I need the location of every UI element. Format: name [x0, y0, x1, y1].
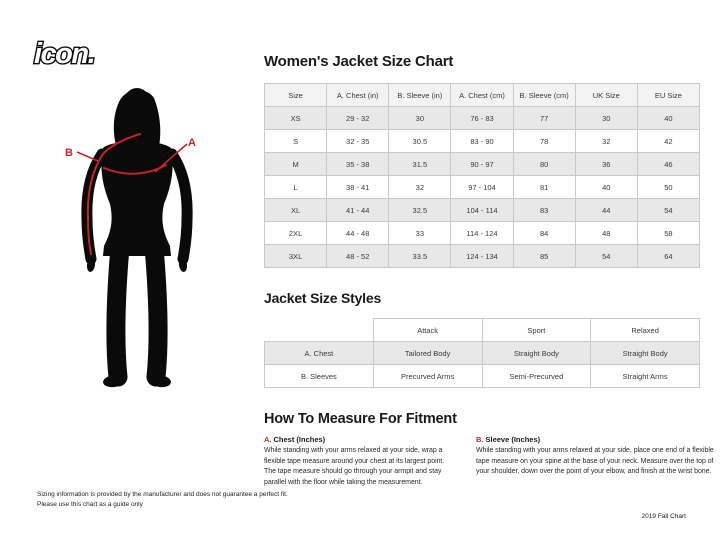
disclaimer-line-2: Please use this chart as a guide only	[37, 500, 143, 508]
table-row	[265, 107, 700, 130]
table-cell: 40	[575, 176, 637, 199]
table-cell: Precurved Arms	[373, 365, 482, 388]
label-prefix-b: B.	[476, 435, 484, 444]
table-cell: 32 - 35	[327, 130, 389, 153]
table-cell: 38 - 41	[327, 176, 389, 199]
table-cell: 33.5	[389, 245, 451, 268]
table-cell: 58	[637, 222, 699, 245]
label-text-chest: Chest (Inches)	[273, 435, 326, 444]
column-header: B. Sleeve (cm)	[513, 84, 575, 107]
table-cell: 78	[513, 130, 575, 153]
table-cell: Straight Body	[591, 342, 700, 365]
column-header: Relaxed	[591, 319, 700, 342]
table-cell: 48 - 52	[327, 245, 389, 268]
table-cell: 77	[513, 107, 575, 130]
icon-logo-graphic	[30, 36, 148, 70]
label-a-chest: A	[188, 137, 196, 149]
table-cell: 2XL	[265, 222, 327, 245]
table-cell: 64	[637, 245, 699, 268]
table-row	[265, 365, 700, 388]
column-header	[265, 319, 374, 342]
size-chart-header	[265, 84, 700, 107]
style-chart-table	[264, 318, 700, 388]
column-header: B. Sleeve (in)	[389, 84, 451, 107]
table-cell: Tailored Body	[373, 342, 482, 365]
table-cell: 104 - 114	[451, 199, 513, 222]
chest-instructions	[264, 435, 452, 488]
table-row	[265, 245, 700, 268]
table-cell: 54	[575, 245, 637, 268]
column-header: A. Chest (in)	[327, 84, 389, 107]
table-cell: 50	[637, 176, 699, 199]
label-prefix-a: A.	[264, 435, 272, 444]
size-chart-table	[264, 83, 700, 268]
table-row	[265, 222, 700, 245]
table-cell: 44 - 48	[327, 222, 389, 245]
table-cell: 44	[575, 199, 637, 222]
sleeve-instructions	[476, 435, 718, 488]
table-cell: 32	[389, 176, 451, 199]
column-header: UK Size	[575, 84, 637, 107]
table-cell: 124 - 134	[451, 245, 513, 268]
label-b-sleeve: B	[65, 147, 73, 159]
table-cell: 81	[513, 176, 575, 199]
table-cell: 48	[575, 222, 637, 245]
table-cell: 3XL	[265, 245, 327, 268]
table-cell: Semi-Precurved	[482, 365, 591, 388]
table-cell: 30	[575, 107, 637, 130]
chest-instructions-label	[264, 435, 452, 444]
table-cell: 29 - 32	[327, 107, 389, 130]
woman-silhouette	[50, 84, 250, 396]
table-row	[265, 153, 700, 176]
style-chart-title: Jacket Size Styles	[264, 290, 382, 306]
table-cell: 31.5	[389, 153, 451, 176]
table-cell: 30.5	[389, 130, 451, 153]
logo-text: icon.	[34, 38, 95, 70]
table-cell: 83	[513, 199, 575, 222]
table-cell: 54	[637, 199, 699, 222]
sleeve-instructions-text: While standing with your arms relaxed at your side, place one end of a flexible tape measure on your spine at the base of your neck. Measure over the top of your shoulder, down over the point of your elbow, and finish at the wrist bone.	[476, 447, 714, 476]
measurement-figure	[50, 84, 250, 396]
size-chart-body	[265, 107, 700, 268]
table-cell: XL	[265, 199, 327, 222]
table-cell: 36	[575, 153, 637, 176]
style-chart-header	[265, 319, 700, 342]
measure-instructions	[264, 435, 714, 488]
table-row	[265, 176, 700, 199]
table-cell: Straight Arms	[591, 365, 700, 388]
table-cell: 32	[575, 130, 637, 153]
header-row	[265, 319, 700, 342]
table-cell: 30	[389, 107, 451, 130]
table-row	[265, 199, 700, 222]
silhouette-body	[101, 88, 172, 256]
header-row	[265, 84, 700, 107]
chest-instructions-text: While standing with your arms relaxed at your side, wrap a flexible tape measure around your chest at its largest point. The tape measure should go through your armpit and stay parallel with the floor while taking the measurement.	[264, 447, 445, 486]
table-cell: 40	[637, 107, 699, 130]
measure-title: How To Measure For Fitment	[264, 411, 457, 427]
table-cell: 76 - 83	[451, 107, 513, 130]
column-header: EU Size	[637, 84, 699, 107]
table-cell: S	[265, 130, 327, 153]
column-header: A. Chest (cm)	[451, 84, 513, 107]
sizing-disclaimer	[37, 490, 288, 509]
column-header: Sport	[482, 319, 591, 342]
chart-content	[264, 53, 714, 488]
table-cell: 114 - 124	[451, 222, 513, 245]
size-chart-title: Women's Jacket Size Chart	[264, 53, 454, 70]
table-cell: 41 - 44	[327, 199, 389, 222]
column-header: Attack	[373, 319, 482, 342]
table-cell: 90 - 97	[451, 153, 513, 176]
table-cell: 83 - 90	[451, 130, 513, 153]
table-cell: 85	[513, 245, 575, 268]
table-row	[265, 342, 700, 365]
style-chart-body	[265, 342, 700, 388]
disclaimer-line-1: Sizing information is provided by the manufacturer and does not guarantee a perfect fit.	[37, 491, 288, 498]
table-cell: 46	[637, 153, 699, 176]
chart-version: 2019 Fall Chart	[641, 513, 686, 520]
table-cell: Straight Body	[482, 342, 591, 365]
table-cell: 32.5	[389, 199, 451, 222]
table-cell: 35 - 38	[327, 153, 389, 176]
table-cell: B. Sleeves	[265, 365, 374, 388]
table-cell: L	[265, 176, 327, 199]
table-cell: A. Chest	[265, 342, 374, 365]
sleeve-instructions-label	[476, 435, 718, 444]
table-row	[265, 130, 700, 153]
table-cell: M	[265, 153, 327, 176]
label-text-sleeve: Sleeve (Inches)	[485, 435, 541, 444]
column-header: Size	[265, 84, 327, 107]
table-cell: 33	[389, 222, 451, 245]
silhouette-hands-feet	[86, 258, 188, 389]
table-cell: 42	[637, 130, 699, 153]
table-cell: 84	[513, 222, 575, 245]
table-cell: XS	[265, 107, 327, 130]
icon-brand-logo	[30, 36, 148, 75]
table-cell: 80	[513, 153, 575, 176]
table-cell: 97 - 104	[451, 176, 513, 199]
